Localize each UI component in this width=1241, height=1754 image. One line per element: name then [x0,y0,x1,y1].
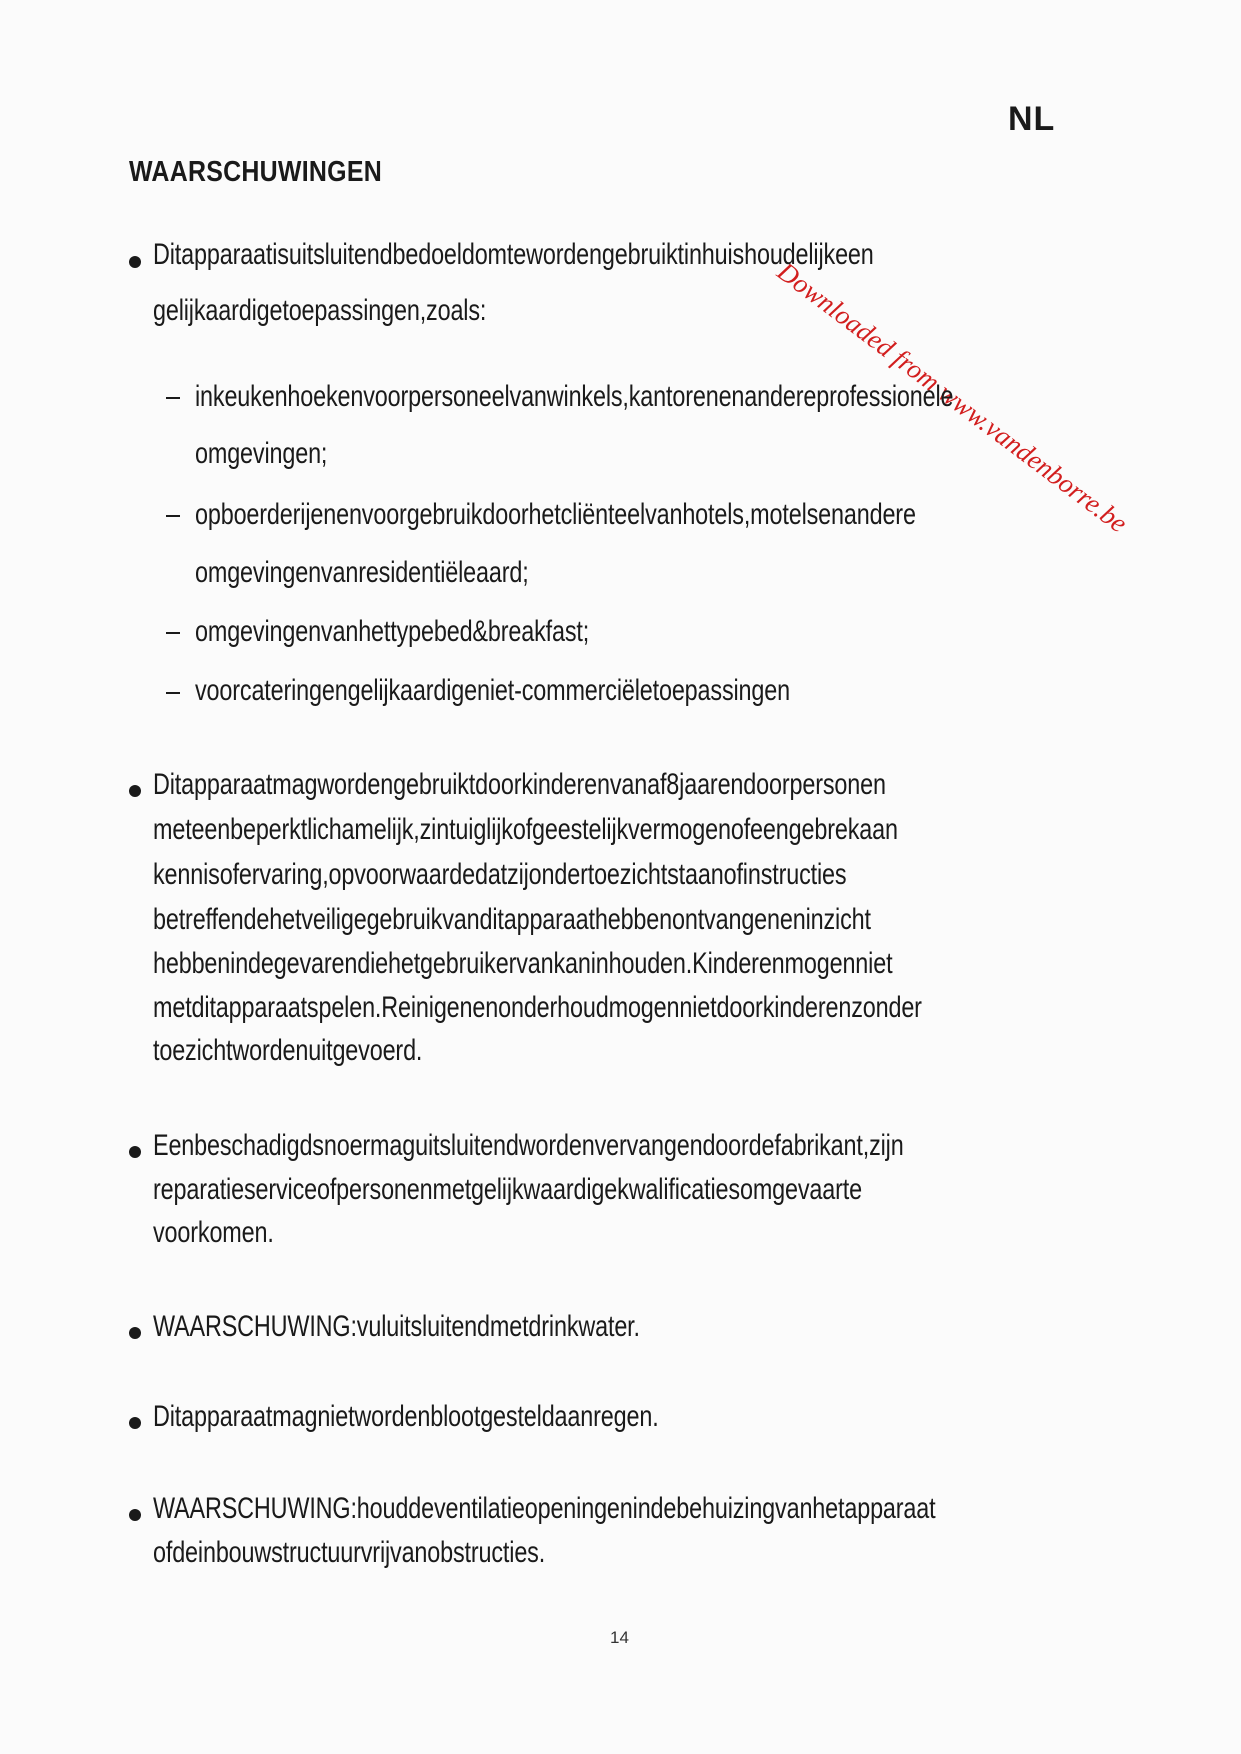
language-label: NL [1008,100,1056,138]
bullet-marker [129,1417,141,1429]
text-line: omgevingenvanresidentiëleaard; [195,556,529,589]
text-line: voorcateringengelijkaardigeniet-commerciëletoepassingen [195,674,790,707]
text-line: opboerderijenenvoorgebruikdoorhetcliënteelvanhotels,motelsenandere [195,498,916,531]
bullet-marker [129,1509,141,1521]
bullet-marker [129,1146,141,1158]
dash-marker [166,397,180,399]
text-line: voorkomen. [153,1216,274,1249]
text-line: metditapparaatspelen.Reinigenenonderhoudmogennietdoorkinderenzonder [153,991,922,1024]
text-line: WAARSCHUWING:houddeventilatieopeningenindebehuizingvanhetapparaat [153,1492,936,1525]
text-line: betreffendehetveiligegebruikvanditapparaathebbenontvangeneninzicht [153,903,871,936]
text-line: Ditapparaatisuitsluitendbedoeldomtewordengebruiktinhuishoudelijkeen [153,238,874,271]
download-watermark: Downloaded from www.vandenborre.be [771,256,1133,539]
text-line: ofdeinbouwstructuurvrijvanobstructies. [153,1536,546,1569]
text-line: omgevingen; [195,437,328,470]
text-line: toezichtwordenuitgevoerd. [153,1034,423,1067]
bullet-marker [129,785,141,797]
text-line: kennisofervaring,opvoorwaardedatzijondertoezichtstaanofinstructies [153,858,847,891]
text-line: meteenbeperktlichamelijk,zintuiglijkofgeestelijkvermogenofeengebrekaan [153,813,898,846]
text-line: Ditapparaatmagnietwordenblootgesteldaanregen. [153,1400,659,1433]
dash-marker [166,632,180,634]
text-line: inkeukenhoekenvoorpersoneelvanwinkels,kantorenenandereprofessionele [195,380,954,413]
text-line: omgevingenvanhettypebed&breakfast; [195,615,590,648]
bullet-marker [129,256,141,268]
section-title: WAARSCHUWINGEN [129,156,383,188]
text-line: hebbenindegevarendiehetgebruikervankaninhouden.Kinderenmogenniet [153,947,893,980]
text-line: WAARSCHUWING:vuluitsluitendmetdrinkwater. [153,1310,640,1343]
dash-marker [166,692,180,694]
text-line: Eenbeschadigdsnoermaguitsluitendwordenvervangendoordefabrikant,zijn [153,1129,904,1162]
text-line: reparatieserviceofpersonenmetgelijkwaardigekwalificatiesomgevaarte [153,1173,862,1206]
bullet-marker [129,1327,141,1339]
text-line: Ditapparaatmagwordengebruiktdoorkinderenvanaf8jaarendoorpersonen [153,768,886,801]
page-number: 14 [610,1628,629,1647]
dash-marker [166,515,180,517]
text-line: gelijkaardigetoepassingen,zoals: [153,294,487,327]
